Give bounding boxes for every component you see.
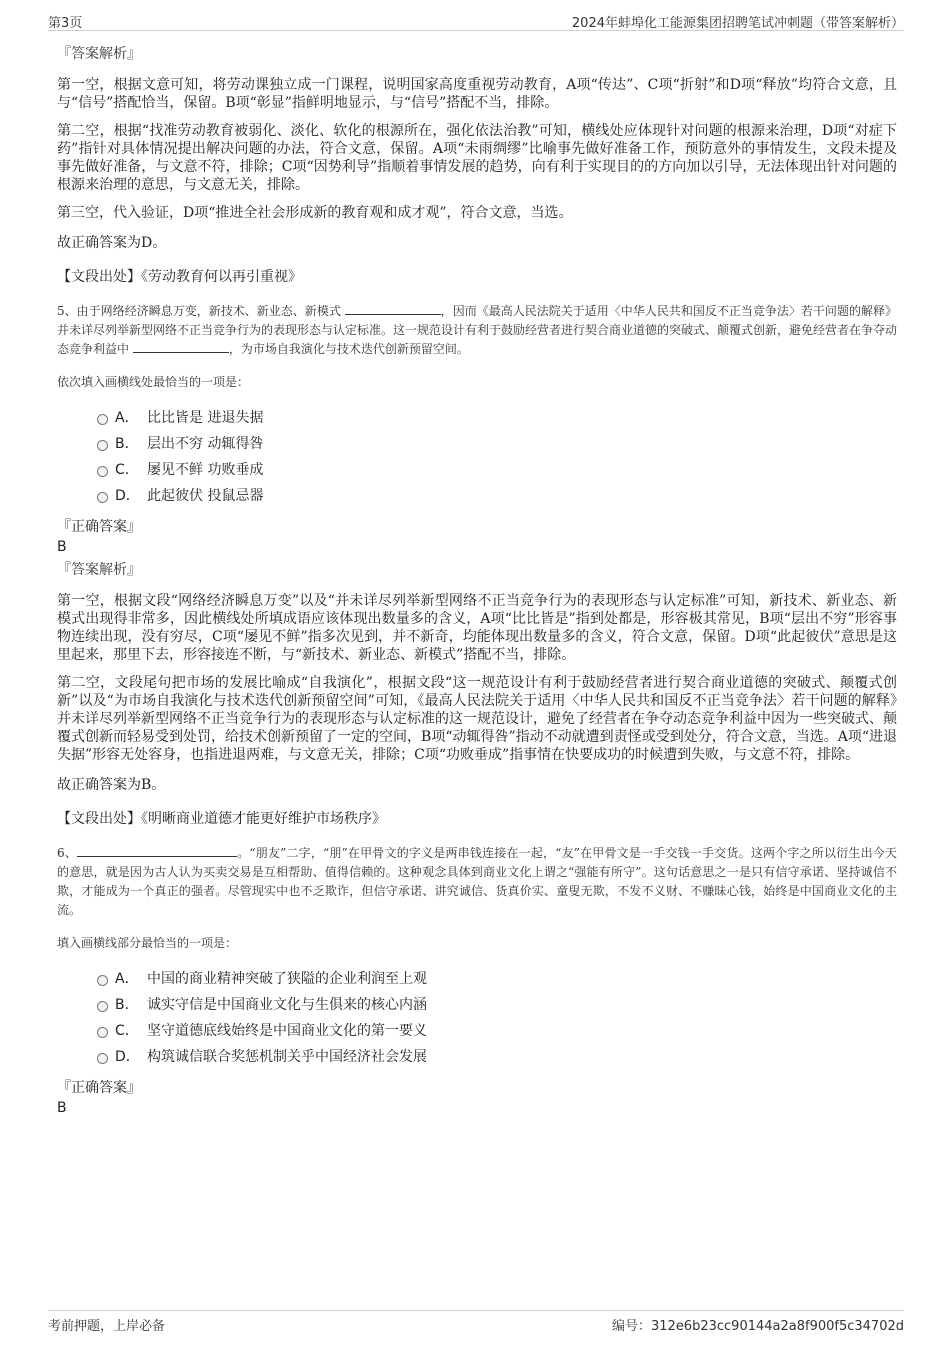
conclusion: 故正确答案为D。 <box>57 235 167 251</box>
analysis-paragraph: 第二空，文段尾句把市场的发展比喻成“自我演化”，根据文段“这一规范设计有利于鼓励经营者进行契合商业道德的突破式、颠覆式创新”以及“为市场自我演化与技术迭代创新预留空间”可知，《最高人民法院关于适用〈中华人民共和国反不正当竞争法〉若干问题的解释》并未详尽列举新型网络不正当竞争行为的表现形态与认定标准的这一规范设计，避免了经营者在争夺动态竞争利益中因为一些突破式、颠覆式创新而轻易受到处罚，给技术创新预留了一定的空间，B项“动辄得咎”指动不动就遭到责怪或受到处分，符合文意，当选。A项“进退失据”形容无处容身，也指进退两难，与文意无关，排除；C项“功败垂成”指事情在快要成功的时候遭到失败，与文意不符，排除。 <box>57 675 897 763</box>
question-number: 6、 <box>57 846 78 860</box>
radio-icon[interactable] <box>97 1001 108 1012</box>
document-code: 编号：312e6b23cc90144a2a8f900f5c34702d <box>611 1319 904 1334</box>
question-prompt: 填入画横线部分最恰当的一项是： <box>57 936 238 950</box>
question-text: 5、由于网络经济瞬息万变，新技术、新业态、新模式 ，因而《最高人民法院关于适用〈中华人民共和国反不正当竞争法〉若干问题的解释》并未详尽列举新型网络不正当竞争行为的表现形态与认定标准。这一规范设计有利于鼓励经营者进行契合商业道德的突破式、颠覆式创新，避免经营者在争夺动态竞争利益中 ，为市场自我演化与技术迭代创新预留空间。 <box>57 304 898 356</box>
analysis-paragraph: 第二空，根据“找准劳动教育被弱化、淡化、软化的根源所在，强化依法治教”可知，横线处应体现针对问题的根源来治理，D项“对症下药”指针对具体情况提出解决问题的办法，符合文意，保留。A项“未雨绸缪”比喻事先做好准备工作，预防意外的事情发生，文段未提及事先做好准备，与文意不符，排除；C项“因势利导”指顺着事情发展的趋势，向有利于实现目的的方向加以引导，无法体现出针对问题的根源来治理的意思，与文意无关，排除。 <box>57 123 897 193</box>
radio-icon[interactable] <box>97 975 108 986</box>
option-list <box>57 969 897 1073</box>
radio-icon[interactable] <box>97 440 108 451</box>
option-b[interactable]: B． 诚实守信是中国商业文化与生俱来的核心内涵 <box>57 995 897 1021</box>
question-5 <box>57 302 897 828</box>
fill-blank <box>345 314 441 315</box>
document-body <box>57 44 897 1121</box>
fill-blank <box>133 352 229 353</box>
correct-answer: B <box>57 539 67 555</box>
correct-answer: B <box>57 1100 67 1116</box>
option-c[interactable]: C． 坚守道德底线始终是中国商业文化的第一要义 <box>57 1021 897 1047</box>
question-prompt: 依次填入画横线处最恰当的一项是： <box>57 375 250 389</box>
footer-slogan: 考前押题，上岸必备 <box>48 1319 166 1334</box>
page-header <box>48 10 904 31</box>
page-number: 第3页 <box>48 16 83 31</box>
conclusion: 故正确答案为B。 <box>57 777 166 793</box>
question-text: 6、 。“朋友”二字，“朋”在甲骨文的字义是两串钱连接在一起，“友”在甲骨文是一手交钱一手交货。这两个字之所以衍生出今天的意思，就是因为古人认为买卖交易是互相帮助、值得信赖的。这种观念具体到商业文化上谓之“强能有所守”。这句话意思之一是只有信守承诺、坚持诚信不欺，才能成为一个真正的强者。尽管现实中也不乏欺诈，但信守承诺、讲究诚信、货真价实、童叟无欺，不发不义财、不赚昧心钱，始终是中国商业文化的主流。 <box>57 846 897 917</box>
analysis-paragraph: 第一空，根据文段“网络经济瞬息万变”以及“并未详尽列举新型网络不正当竞争行为的表现形态与认定标准”可知，新技术、新业态、新模式出现得非常多，因此横线处所填成语应该体现出数量多的含义，A项“比比皆是”指到处都是，形容极其常见，B项“层出不穷”形容事物连续出现，没有穷尽，C项“屡见不鲜”指多次见到，并不新奇，均能体现出数量多的含义，符合文意，保留。D项“此起彼伏”意思是这里起来，那里下去，形容接连不断，与“新技术、新业态、新模式”搭配不当，排除。 <box>57 593 897 663</box>
analysis-paragraph: 第三空，代入验证，D项“推进全社会形成新的教育观和成才观”，符合文意，当选。 <box>57 205 573 221</box>
question-number: 5、 <box>57 304 77 318</box>
correct-answer-label: 『正确答案』 <box>57 1080 141 1096</box>
option-list <box>57 408 897 512</box>
analysis-label: 『答案解析』 <box>57 46 141 62</box>
radio-icon[interactable] <box>97 1027 108 1038</box>
option-c[interactable]: C． 屡见不鲜 功败垂成 <box>57 460 897 486</box>
radio-icon[interactable] <box>97 466 108 477</box>
option-b[interactable]: B． 层出不穷 动辄得咎 <box>57 434 897 460</box>
question-6 <box>57 844 897 1117</box>
source-citation: 【文段出处】《明晰商业道德才能更好维护市场秩序》 <box>57 811 386 827</box>
radio-icon[interactable] <box>97 414 108 425</box>
option-d[interactable]: D． 构筑诚信联合奖惩机制关乎中国经济社会发展 <box>57 1047 897 1073</box>
radio-icon[interactable] <box>97 1053 108 1064</box>
option-a[interactable]: A． 中国的商业精神突破了狭隘的企业利润至上观 <box>57 969 897 995</box>
fill-blank <box>77 856 237 857</box>
radio-icon[interactable] <box>97 492 108 503</box>
correct-answer-label: 『正确答案』 <box>57 519 141 535</box>
document-title: 2024年蚌埠化工能源集团招聘笔试冲刺题（带答案解析） <box>571 16 904 31</box>
option-a[interactable]: A． 比比皆是 进退失据 <box>57 408 897 434</box>
analysis-label: 『答案解析』 <box>57 562 141 578</box>
page-footer <box>48 1310 904 1333</box>
question-4-analysis <box>57 44 897 286</box>
source-citation: 【文段出处】《劳动教育何以再引重视》 <box>57 269 302 285</box>
analysis-paragraph: 第一空，根据文意可知，将劳动课独立成一门课程，说明国家高度重视劳动教育，A项“传达”、C项“折射”和D项“释放”均符合文意，且与“信号”搭配恰当，保留。B项“彰显”指鲜明地显示，与“信号”搭配不当，排除。 <box>57 77 897 111</box>
option-d[interactable]: D． 此起彼伏 投鼠忌器 <box>57 486 897 512</box>
